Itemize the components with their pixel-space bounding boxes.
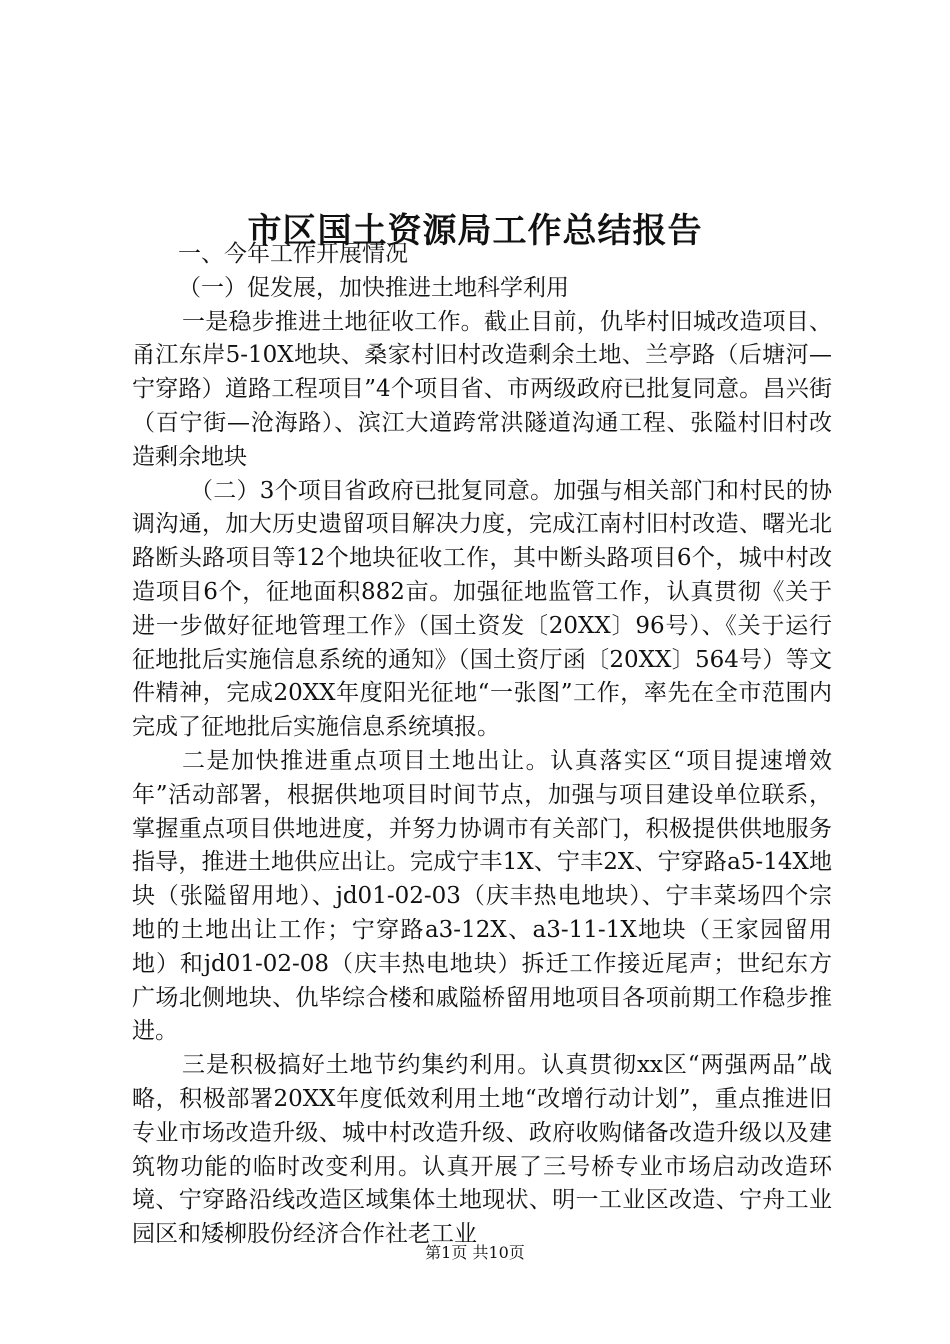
section-heading: 一、今年工作开展情况 (178, 241, 408, 267)
document-body (132, 238, 832, 1252)
paragraph: 三是积极搞好土地节约集约利用。认真贯彻xx区“两强两品”战略，积极部署20XX年度低效利用土地“改增行动计划”，重点推进旧专业市场改造升级、城中村改造升级、政府收购储备改造升级以及建筑物功能的临时改变利用。认真开展了三号桥专业市场启动改造环境、宁穿路沿线改造区域集体土地现状、明一工业区改造、宁舟工业园区和矮柳股份经济合作社老工业 (132, 1052, 832, 1248)
document-title: 市区国土资源局工作总结报告 (247, 210, 703, 251)
paragraph: （二）3个项目省政府已批复同意。加强与相关部门和村民的协调沟通，加大历史遗留项目解决力度，完成江南村旧村改造、曙光北路断头路项目等12个地块征收工作，其中断头路项目6个，城中村改造项目6个，征地面积882亩。加强征地监管工作，认真贯彻《关于进一步做好征地管理工作》（国土资发〔20XX〕96号）、《关于运行征地批后实施信息系统的通知》（国土资厅函〔20XX〕564号）等文件精神，完成20XX年度阳光征地“一张图”工作，率先在全市范围内完成了征地批后实施信息系统填报。 (132, 477, 832, 741)
page-number-footer: 第1页 共10页 (425, 1243, 525, 1262)
paragraph: 一是稳步推进土地征收工作。截止目前，仇毕村旧城改造项目、甬江东岸5-10X地块、桑家村旧村改造剩余土地、兰亭路（后塘河—宁穿路）道路工程项目”4个项目省、市两级政府已批复同意。昌兴街（百宁街—沧海路）、滨江大道跨常洪隧道沟通工程、张隘村旧村改造剩余地块 (132, 308, 832, 470)
paragraph: 二是加快推进重点项目土地出让。认真落实区“项目提速增效年”活动部署，根据供地项目时间节点，加强与项目建设单位联系，掌握重点项目供地进度，并努力协调市有关部门，积极提供供地服务指导，推进土地供应出让。完成宁丰1X、宁丰2X、宁穿路a5-14X地块（张隘留用地）、jd01-02-03（庆丰热电地块）、宁丰菜场四个宗地的土地出让工作；宁穿路a3-12X、a3-11-1X地块（王家园留用地）和jd01-02-08（庆丰热电地块）拆迁工作接近尾声；世纪东方广场北侧地块、仇毕综合楼和戚隘桥留用地项目各项前期工作稳步推进。 (132, 747, 832, 1045)
subsection-heading: （一）促发展，加快推进土地科学利用 (178, 274, 569, 301)
